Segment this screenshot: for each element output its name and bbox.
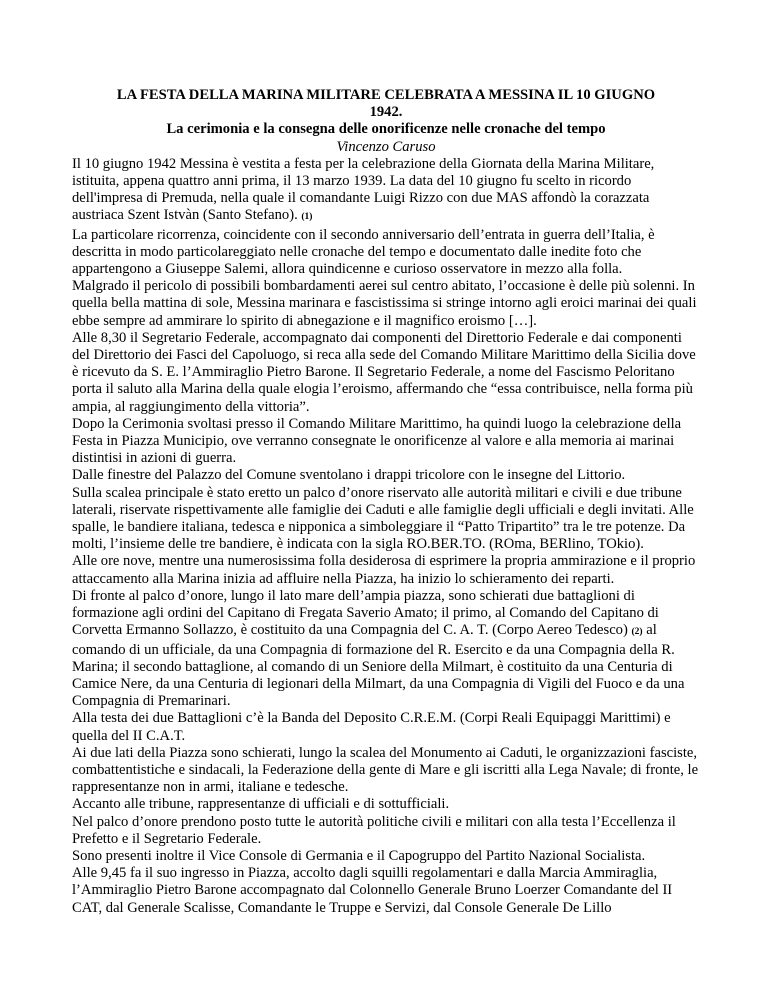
paragraph-9: [72, 588, 700, 710]
document-title: [72, 87, 700, 139]
paragraph-1-text: Il 10 giugno 1942 Messina è vestita a festa per la celebrazione della Giornata della Marina Militare, istituita, appena quattro anni prima, il 13 marzo 1939. La data del 10 giugno fu scelto in ricordo dell'impresa di Premuda, nella quale il comandante Luigi Rizzo con due MAS affondò la corazzata austriaca Szent Istvàn (Santo Stefano).: [72, 155, 655, 224]
title-line-1: LA FESTA DELLA MARINA MILITARE CELEBRATA A MESSINA IL 10 GIUGNO: [116, 87, 656, 103]
paragraph-5: Dopo la Cerimonia svoltasi presso il Comando Militare Marittimo, ha quindi luogo la celebrazione della Festa in Piazza Municipio, ove verranno consegnate le onorificenze al valore e alla memoria ai marinai distintisi in azioni di guerra.: [72, 415, 682, 467]
paragraph-7: Sulla scalea principale è stato eretto un palco d’onore riservato alle autorità militari e civili e due tribune laterali, riservate rispettivamente alle famiglie dei Caduti e alle famiglie degli ufficiali e degli invitati. Alle spalle, le bandiere italiana, tedesca e nipponica a simboleggiare il “Patto Tripartito” tra le tre potenze. Da molti, l’insieme delle tre bandiere, è indicata con la sigla RO.BER.TO. (ROma, BERlino, TOkio).: [72, 484, 694, 553]
paragraph-9-text-a: Di fronte al palco d’onore, lungo il lato mare dell’ampia piazza, sono schierati due battaglioni di formazione agli ordini del Capitano di Fregata Saverio Amato; il primo, al Comando del Capitano di Corvetta Ermanno Sollazzo, è costituito da una Compagnia del C. A. T. (Corpo Aereo Tedesco): [72, 587, 659, 639]
title-line-2: 1942.: [369, 104, 403, 121]
paragraph-3: Malgrado il pericolo di possibili bombardamenti aerei sul centro abitato, l’occasione è delle più solenni. In quella bella mattina di sole, Messina marinara e fascistissima si stringe intorno agli eroici marinai dei quali ebbe sempre ad ammirare lo spirito di abnegazione e il magnifico eroismo […].: [72, 278, 697, 329]
paragraph-11: Ai due lati della Piazza sono schierati, lungo la scalea del Monumento ai Caduti, le organizzazioni fasciste, combattentistiche e sindacali, la Federazione della gente di Mare e gli iscritti alla Lega Navale; di fronte, le rappresentanze non in armi, italiane e tedesche.: [72, 744, 699, 796]
paragraph-10: Alla testa dei due Battaglioni c’è la Banda del Deposito C.R.E.M. (Corpi Reali Equipaggi Marittimi) e quella del II C.A.T.: [72, 710, 671, 744]
paragraph-2: La particolare ricorrenza, coincidente con il secondo anniversario dell’entrata in guerra dell’Italia, è descritta in modo particolareggiato nelle cronache del tempo e documentato dalle inedite foto che appartengono a Giuseppe Salemi, allora quindicenne e curioso osservatore in mezzo alla folla.: [72, 226, 655, 278]
paragraph-4: Alle 8,30 il Segretario Federale, accompagnato dai componenti del Direttorio Federale e dai componenti del Direttorio dei Fasci del Capoluogo, si reca alla sede del Comando Militare Marittimo della Sicilia dove è ricevuto da S. E. l’Ammiraglio Pietro Barone. Il Segretario Federale, a nome del Fascismo Peloritano porta il saluto alla Marina della quale elogia l’eroismo, affermando che “essa contribuisce, nella forma più ampia, al raggiungimento della vittoria”.: [72, 329, 696, 415]
paragraph-1: [72, 156, 700, 227]
document-author: Vincenzo Caruso: [336, 138, 436, 155]
paragraph-12: Accanto alle tribune, rappresentanze di ufficiali e di sottufficiali.: [72, 796, 450, 813]
paragraph-15: Alle 9,45 fa il suo ingresso in Piazza, accolto dagli squilli regolamentari e dalla Marcia Ammiraglia, l’Ammiraglio Pietro Barone accompagnato dal Colonnello Generale Bruno Loerzer Comandante del II CAT, dal Generale Scalisse, Comandante le Truppe e Servizi, dal Console Generale De Lillo: [72, 865, 673, 916]
paragraph-13: Nel palco d’onore prendono posto tutte le autorità politiche civili e militari con alla testa l’Eccellenza il Prefetto e il Segretario Federale.: [72, 813, 676, 847]
paragraph-14: Sono presenti inoltre il Vice Console di Germania e il Capogruppo del Partito Nazional Socialista.: [72, 847, 646, 864]
footnote-ref-1[interactable]: (1): [301, 212, 313, 223]
paragraph-6: Dalle finestre del Palazzo del Comune sventolano i drappi tricolore con le insegne del Littorio.: [72, 467, 626, 484]
paragraph-9-text-b: al comando di un ufficiale, da una Compagnia di formazione del R. Esercito e da una Compagnia della R. Marina; il secondo battaglione, al comando di un Seniore della Milmart, è costituito da una Centuria di Camice Nere, da una Centuria di legionari della Milmart, da una Compagnia di Vigili del Fuoco e da una Compagnia di Premarinari.: [72, 622, 685, 710]
paragraph-8: Alle ore nove, mentre una numerosissima folla desiderosa di esprimere la propria ammirazione e il proprio attaccamento alla Marina inizia ad affluire nella Piazza, ha inizio lo schieramento dei reparti.: [72, 553, 696, 587]
footnote-ref-2[interactable]: (2): [631, 627, 643, 638]
document-subtitle: La cerimonia e la consegna delle onorificenze nelle cronache del tempo: [166, 121, 606, 138]
document-page: [72, 87, 700, 917]
